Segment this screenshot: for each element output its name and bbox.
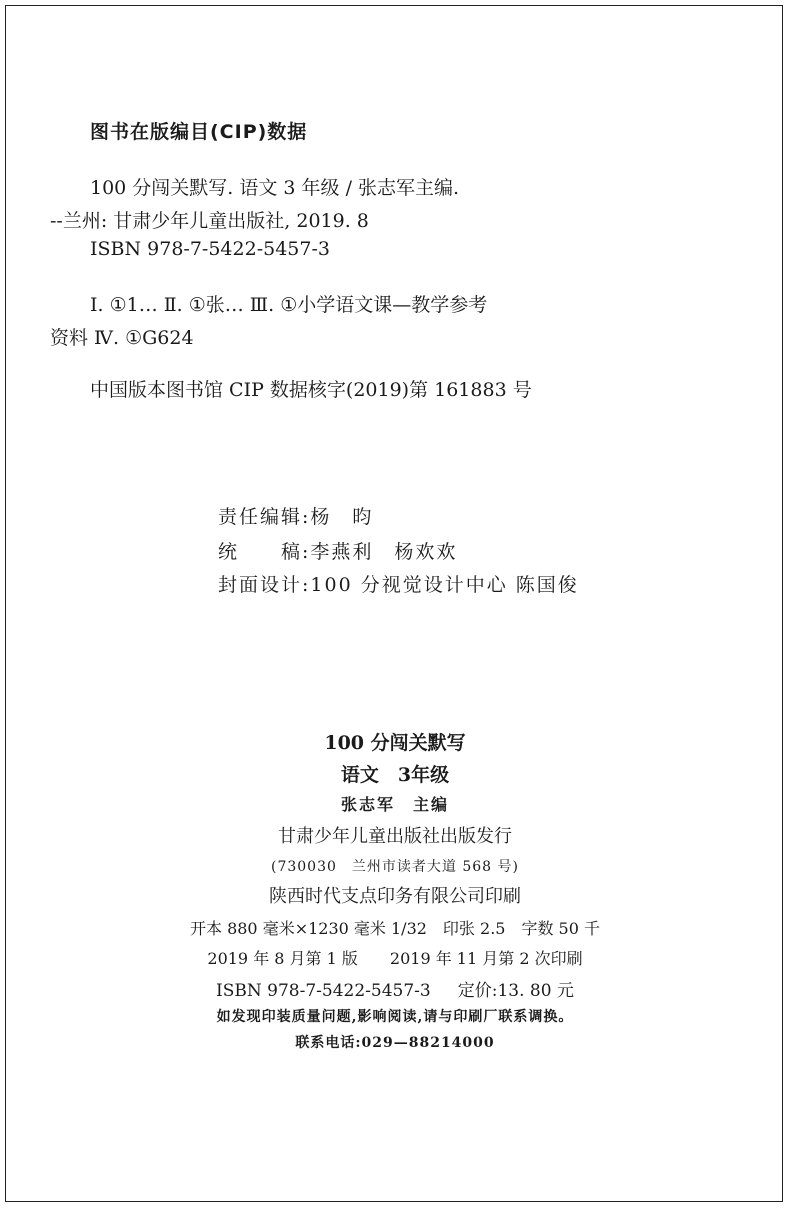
colophon-price: 定价:13. 80 元 (457, 981, 574, 1001)
credit-editor: 责任编辑:杨 昀 (218, 506, 374, 528)
colophon-isbn-price (0, 976, 790, 1006)
colophon-editor: 张志军 主编 (340, 795, 449, 814)
cip-heading: 图书在版编目(CIP)数据 (90, 121, 308, 143)
credit-coordinator: 统 稿:李燕利 杨欢欢 (218, 541, 458, 563)
colophon-address: (730030 兰州市读者大道 568 号) (271, 859, 519, 875)
cip-record-number: 中国版本图书馆 CIP 数据核字(2019)第 161883 号 (90, 379, 532, 401)
cip-publisher-line: --兰州: 甘肃少年儿童出版社, 2019. 8 (50, 210, 369, 232)
colophon (0, 728, 790, 1058)
colophon-specs: 开本 880 毫米×1230 毫米 1/32 印张 2.5 字数 50 千 (189, 919, 600, 938)
cip-title-line: 100 分闯关默写. 语文 3 年级 / 张志军主编. (90, 177, 460, 199)
colophon-notice: 如发现印装质量问题,影响阅读,请与印刷厂联系调换。 (216, 1009, 574, 1025)
colophon-subtitle: 语文 3年级 (340, 764, 450, 786)
colophon-printer: 陕西时代支点印务有限公司印刷 (269, 886, 521, 907)
colophon-phone: 联系电话:029—88214000 (295, 1035, 495, 1051)
colophon-isbn: ISBN 978-7-5422-5457-3 (216, 981, 431, 1001)
credit-cover-design: 封面设计:100 分视觉设计中心 陈国俊 (218, 574, 579, 596)
cip-classification-cont: 资料 Ⅳ. ①G624 (50, 327, 194, 349)
colophon-publisher: 甘肃少年儿童出版社出版发行 (278, 826, 512, 847)
colophon-title: 100 分闯关默写 (324, 732, 466, 754)
cip-isbn-line: ISBN 978-7-5422-5457-3 (90, 238, 330, 260)
cip-classification-line: Ⅰ. ①1… Ⅱ. ①张… Ⅲ. ①小学语文课—教学参考 (90, 294, 488, 316)
colophon-edition: 2019 年 8 月第 1 版 2019 年 11 月第 2 次印刷 (207, 949, 583, 968)
